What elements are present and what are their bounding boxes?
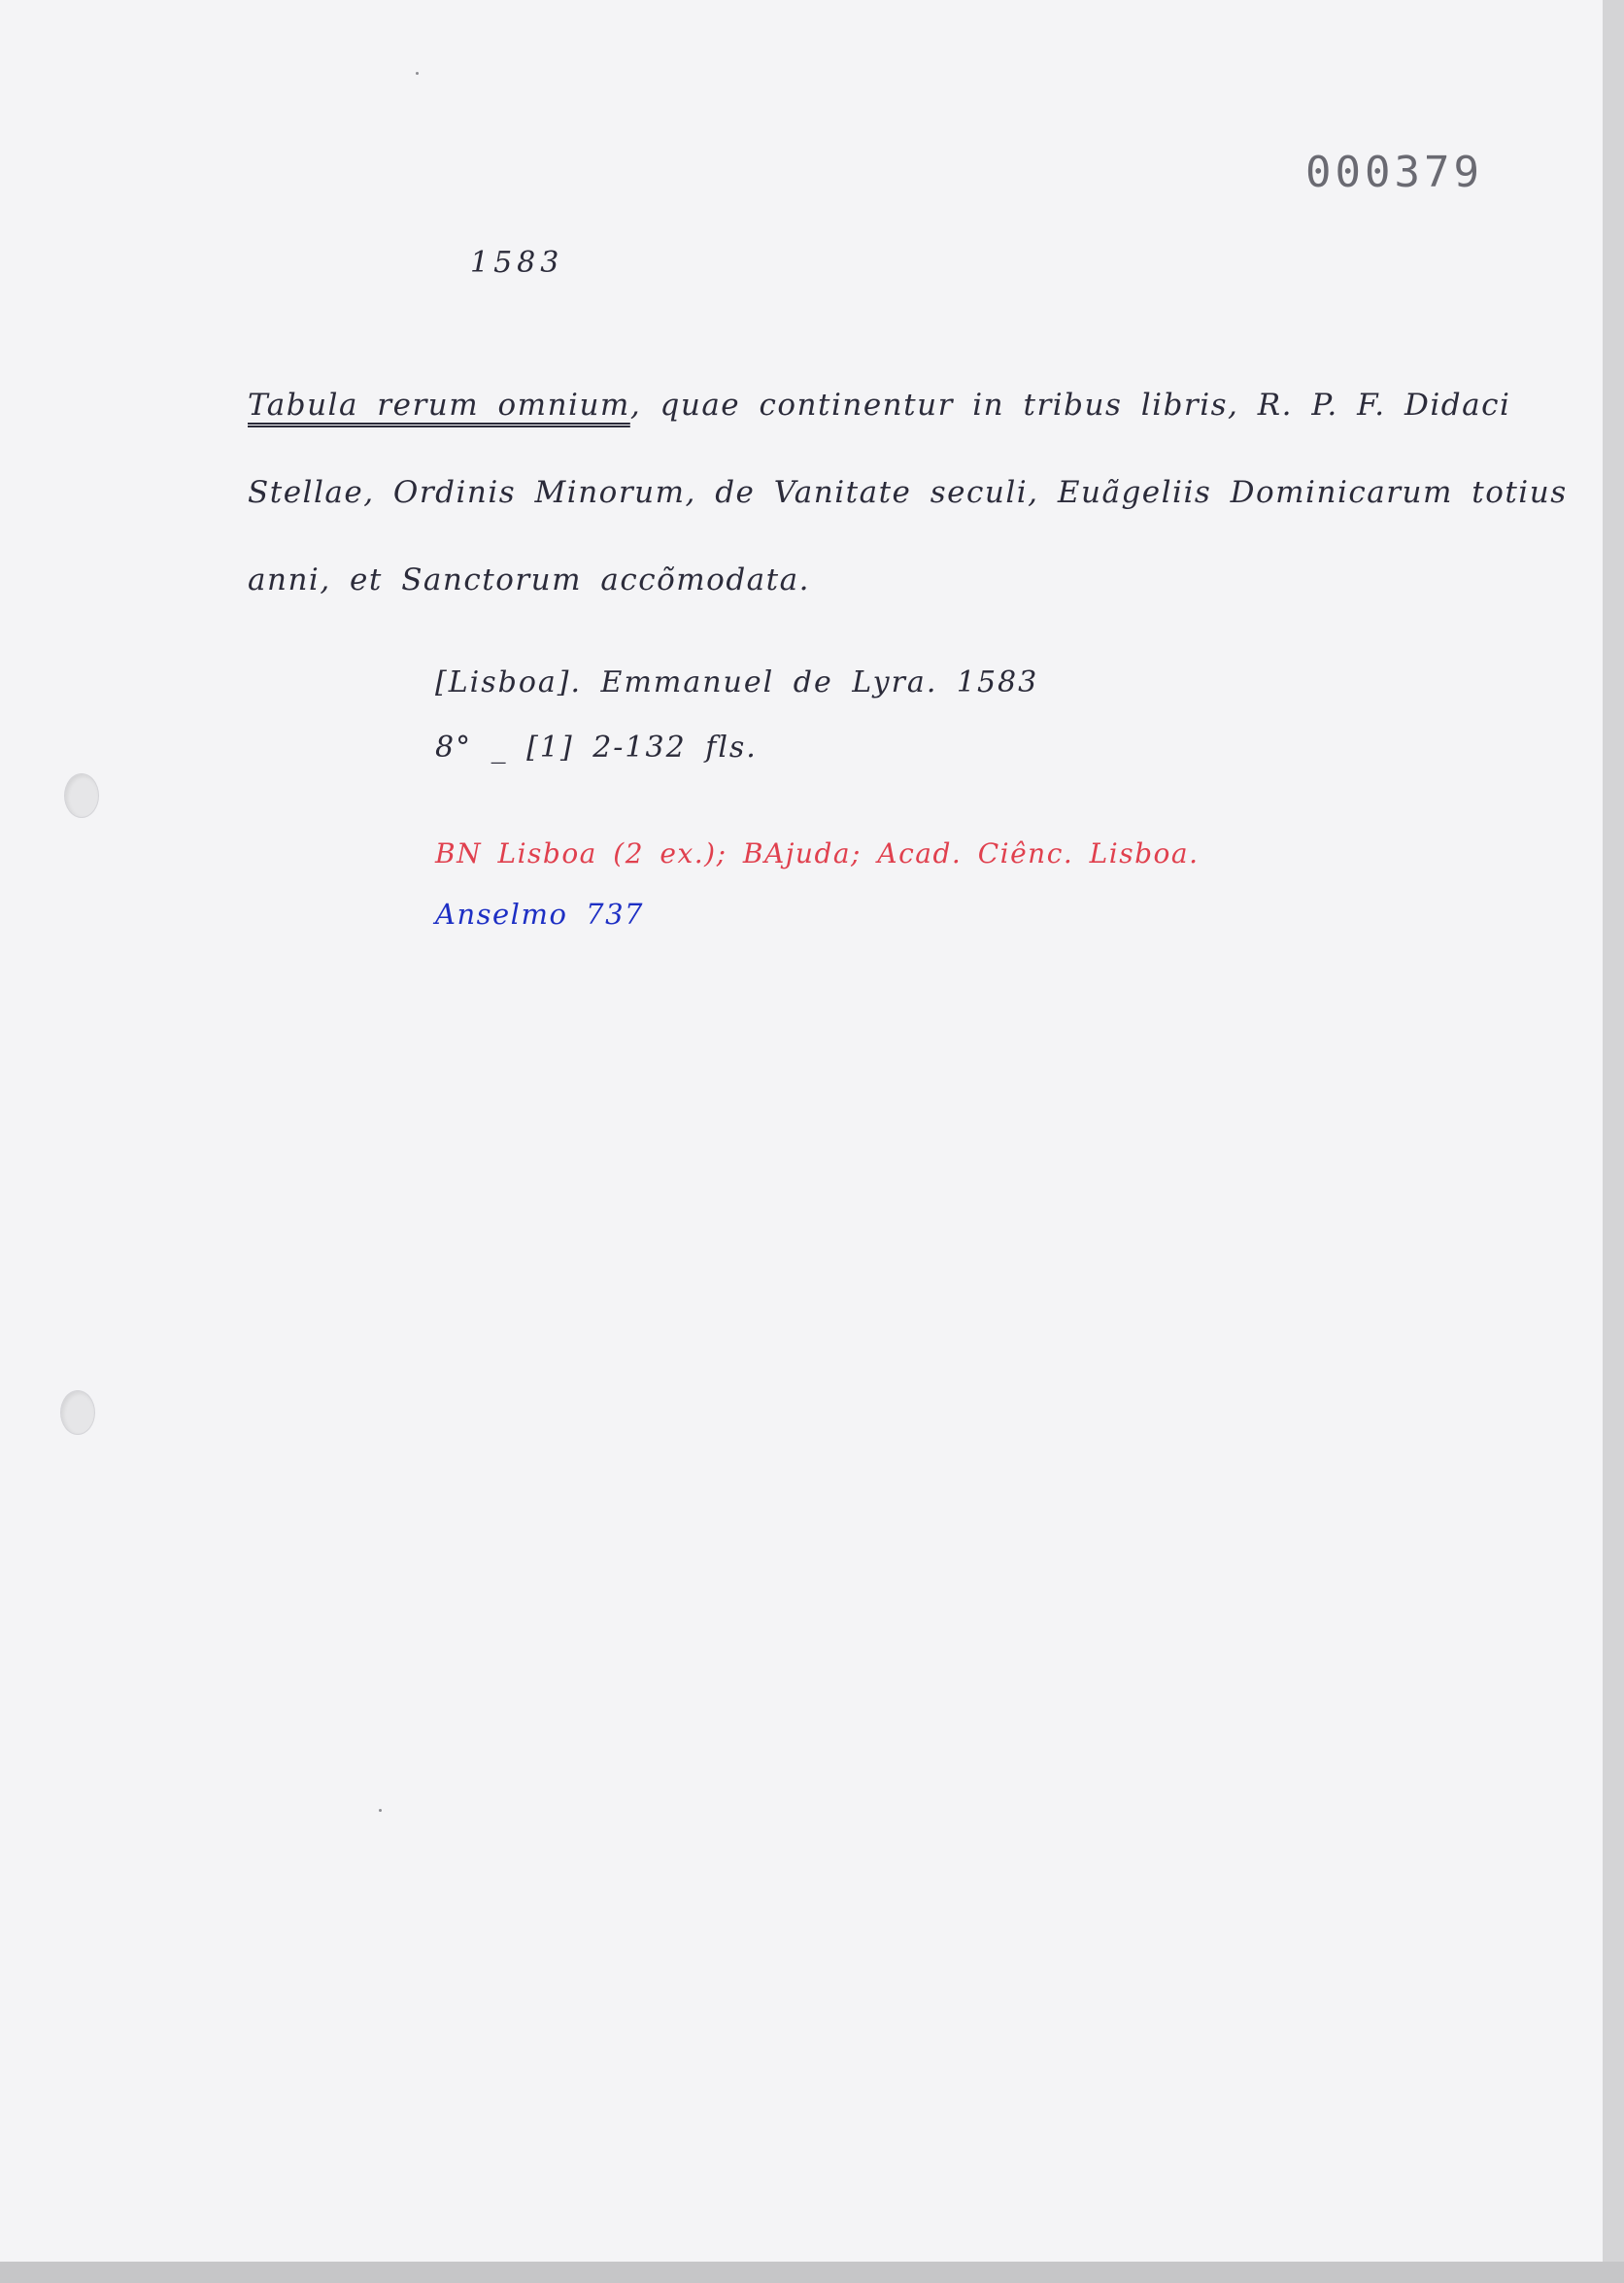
title-line-1 — [248, 361, 1511, 449]
record-number-stamp: 000379 — [1305, 148, 1483, 197]
punch-hole-icon — [64, 773, 99, 818]
holdings-note: BN Lisboa (2 ex.); BAjuda; Acad. Ciênc. Lisboa. — [435, 837, 1200, 869]
bibliographic-reference: Anselmo 737 — [435, 898, 644, 931]
collation-line: 8° _ [1] 2-132 fls. — [435, 731, 758, 765]
title-keyword-underlined: Tabula rerum omnium — [248, 388, 630, 423]
title-entry — [248, 361, 1568, 624]
punch-hole-icon — [60, 1390, 95, 1435]
paper-speck — [379, 1809, 382, 1812]
title-line-3: anni, et Sanctorum accõmodata. — [248, 562, 810, 597]
scan-edge-bottom — [0, 2262, 1624, 2283]
title-line-2: Stellae, Ordinis Minorum, de Vanitate seculi, Euãgeliis Dominicarum totius — [248, 475, 1568, 510]
year-heading: 1583 — [470, 246, 564, 280]
scan-edge-right — [1603, 0, 1624, 2283]
title-line-1-rest: , quae continentur in tribus libris, R. P. F. Didaci — [629, 388, 1511, 423]
paper-speck — [416, 72, 419, 75]
imprint-line: [Lisboa]. Emmanuel de Lyra. 1583 — [435, 665, 1039, 699]
